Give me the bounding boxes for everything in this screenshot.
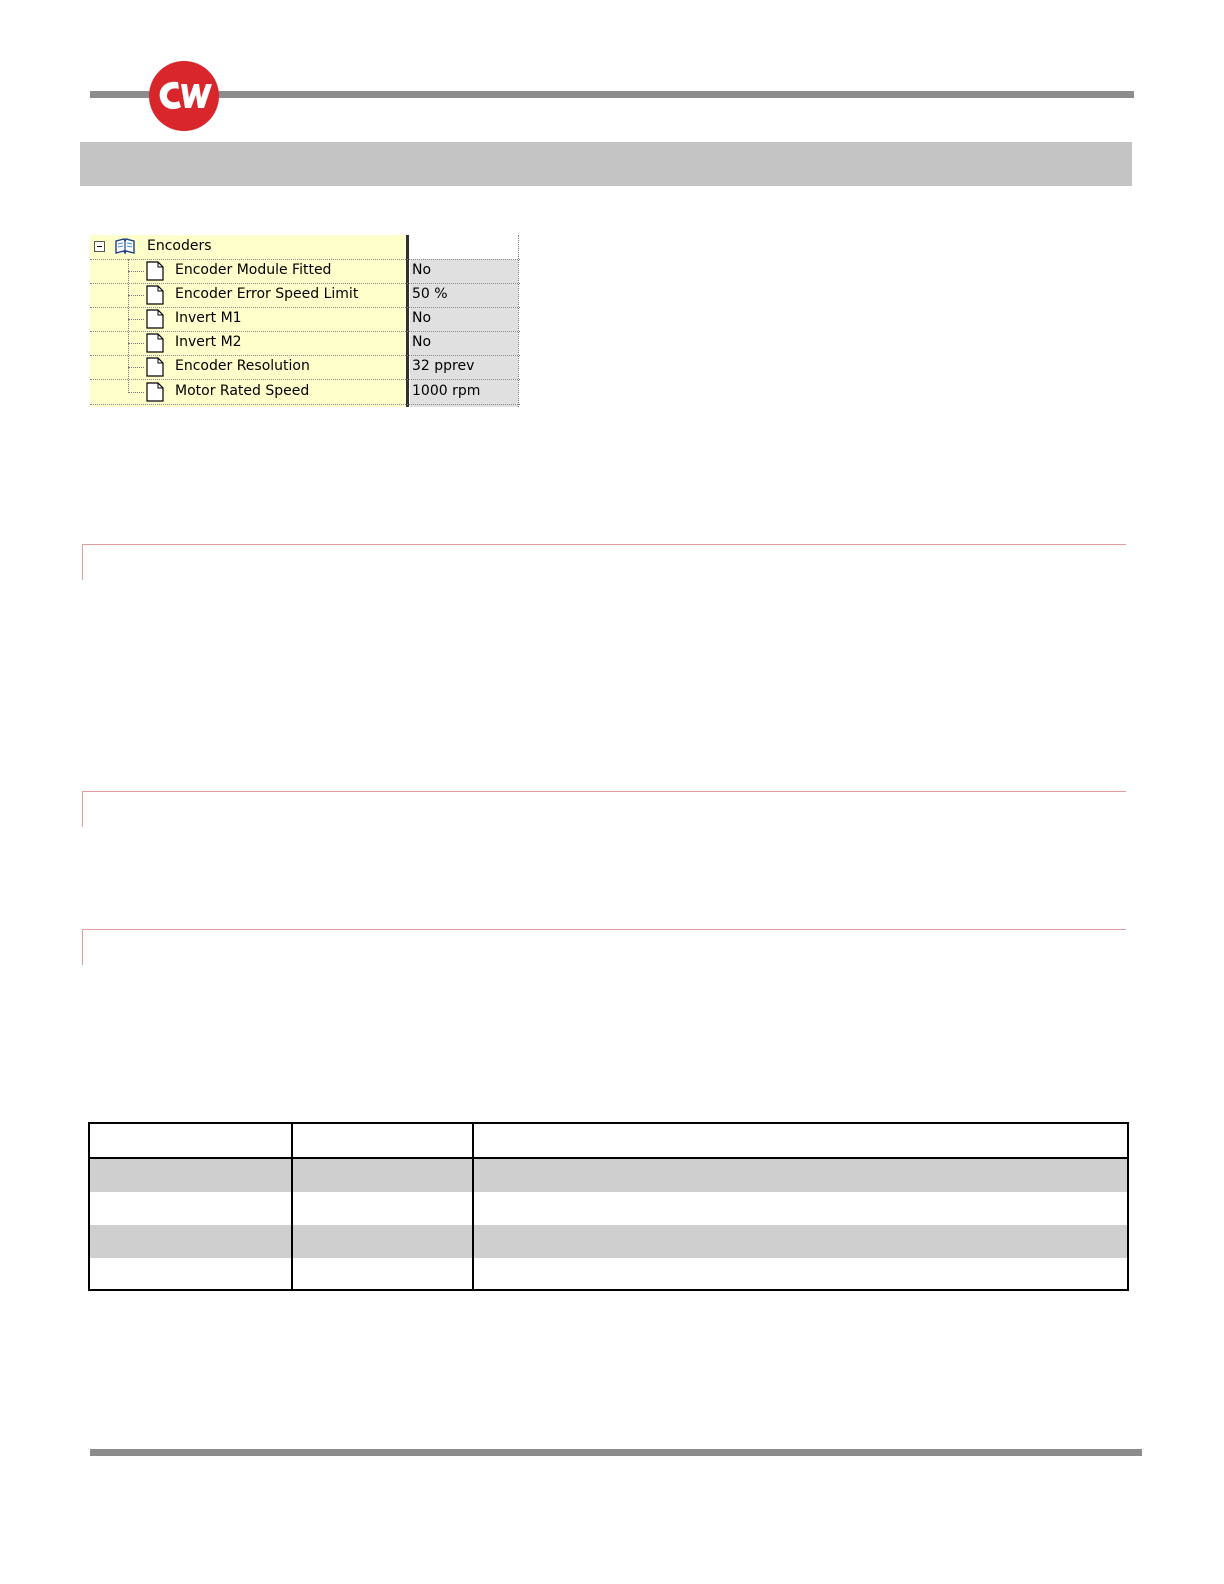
table-row: [90, 1192, 1127, 1225]
item-label: Encoder Error Speed Limit: [175, 286, 359, 302]
document-icon: [146, 382, 164, 402]
tree-root-label: Encoders: [147, 238, 212, 254]
tree-node-encoders[interactable]: [90, 235, 520, 260]
section-title-band: [80, 142, 1132, 186]
item-value[interactable]: 32 pprev: [412, 358, 475, 374]
section-rule-3: [82, 929, 1126, 930]
table-column-divider: [472, 1124, 474, 1289]
encoders-property-tree: [90, 235, 520, 407]
tree-branch: [128, 392, 144, 393]
section-rule-2-tick: [82, 791, 83, 827]
document-icon: [146, 333, 164, 353]
book-icon: [114, 237, 136, 256]
tree-item-motor-rated-speed[interactable]: [90, 380, 520, 405]
section-rule-2: [82, 791, 1126, 792]
collapse-icon[interactable]: [94, 241, 105, 252]
section-rule-1-tick: [82, 544, 83, 580]
tree-branch: [128, 295, 144, 296]
document-icon: [146, 261, 164, 281]
item-value[interactable]: No: [412, 262, 432, 278]
tree-item-invert-m1[interactable]: [90, 307, 520, 332]
tree-item-encoder-module-fitted[interactable]: [90, 259, 520, 284]
item-value[interactable]: No: [412, 334, 432, 350]
table-row: [90, 1225, 1127, 1258]
tree-branch: [128, 319, 144, 320]
tree-item-encoder-resolution[interactable]: [90, 355, 520, 380]
table-header-row: [90, 1124, 1127, 1159]
header-rule: [90, 91, 1134, 98]
tree-branch: [128, 367, 144, 368]
section-rule-1: [82, 544, 1126, 545]
tree-item-invert-m2[interactable]: [90, 331, 520, 356]
table-row: [90, 1258, 1127, 1289]
item-value[interactable]: 1000 rpm: [412, 383, 481, 399]
tree-branch: [128, 271, 144, 272]
tree-branch: [128, 343, 144, 344]
table-row: [90, 1159, 1127, 1192]
item-label: Encoder Module Fitted: [175, 262, 332, 278]
cw-logo: [148, 60, 220, 132]
tree-item-encoder-error-speed-limit[interactable]: [90, 283, 520, 308]
footer-rule: [90, 1449, 1142, 1456]
document-icon: [146, 357, 164, 377]
table-column-divider: [291, 1124, 293, 1289]
item-value[interactable]: 50 %: [412, 286, 448, 302]
item-label: Invert M2: [175, 334, 242, 350]
section-rule-3-tick: [82, 929, 83, 965]
document-icon: [146, 285, 164, 305]
parameter-table: [88, 1122, 1129, 1291]
item-label: Invert M1: [175, 310, 242, 326]
item-label: Encoder Resolution: [175, 358, 310, 374]
document-icon: [146, 309, 164, 329]
item-value[interactable]: No: [412, 310, 432, 326]
item-label: Motor Rated Speed: [175, 383, 310, 399]
